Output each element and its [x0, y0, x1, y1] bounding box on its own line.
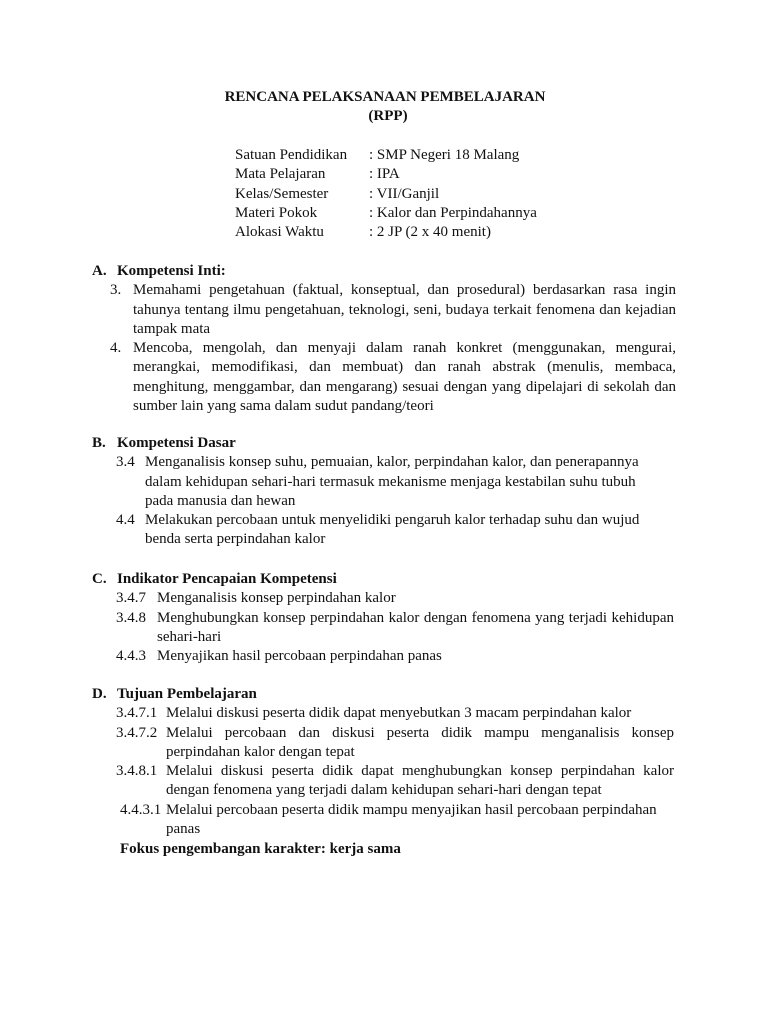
- info-value: : 2 JP (2 x 40 menit): [369, 224, 491, 241]
- section-tujuan: [92, 685, 674, 839]
- document-title: RENCANA PELAKSANAAN PEMBELAJARAN: [224, 89, 546, 105]
- item-text: Menganalisis konsep perpindahan kalor: [157, 590, 396, 607]
- item-text: Menyajikan hasil percobaan perpindahan panas: [157, 648, 442, 665]
- section-heading: A. Kompetensi Inti:: [92, 263, 226, 279]
- info-row: [235, 185, 537, 204]
- list-item: [92, 762, 674, 801]
- section-kompetensi-dasar: [92, 434, 662, 550]
- info-row: [235, 223, 537, 242]
- info-row: [235, 165, 537, 184]
- list-item: [92, 453, 662, 511]
- info-value: : IPA: [369, 166, 400, 183]
- item-text: Menghubungkan konsep perpindahan kalor dengan fenomena yang terjadi kehidupan sehari-hari: [157, 609, 674, 645]
- section-indikator: [92, 570, 674, 666]
- item-text: Menganalisis konsep suhu, pemuaian, kalor, perpindahan kalor, dan penerapannya dalam kehidupan sehari-hari termasuk mekanisme menjaga kestabilan suhu tubuh pada manusia dan hewan: [145, 454, 639, 509]
- info-label: Materi Pokok: [235, 204, 318, 221]
- item-number: 4.: [110, 340, 122, 357]
- item-number: 3.4.8: [116, 609, 146, 626]
- item-text: Melalui percobaan peserta didik mampu menyajikan hasil percobaan perpindahan panas: [166, 801, 657, 838]
- item-number: 3.4: [116, 454, 135, 471]
- list-item: [92, 801, 674, 840]
- section-heading: B. Kompetensi Dasar: [92, 435, 236, 451]
- info-row: [235, 204, 537, 223]
- info-value: : Kalor dan Perpindahannya: [369, 204, 537, 221]
- info-label: Kelas/Semester: [235, 185, 329, 202]
- list-item: [92, 724, 674, 763]
- item-text: Melalui percobaan dan diskusi peserta didik mampu menganalisis konsep perpindahan kalor dengan tepat: [166, 724, 674, 760]
- info-value: : VII/Ganjil: [369, 185, 440, 202]
- list-item: [92, 609, 674, 648]
- list-item: [92, 589, 674, 608]
- item-text: Mencoba, mengolah, dan menyaji dalam ranah konkret (menggunakan, mengurai, merangkai, memodifikasi, dan membuat) dan ranah abstrak (menulis, membaca, menghitung, menggambar, dan mengarang) sesuai dengan yang dipelajari di sekolah dan sumber lain yang sama dalam sudut pandang/teori: [133, 340, 676, 415]
- info-label: Alokasi Waktu: [235, 224, 324, 241]
- item-number: 3.4.8.1: [116, 763, 158, 780]
- section-heading: C. Indikator Pencapaian Kompetensi: [92, 571, 337, 587]
- info-label: Mata Pelajaran: [235, 166, 326, 183]
- list-item: [92, 704, 674, 723]
- item-text: Memahami pengetahuan (faktual, konseptual, dan prosedural) berdasarkan rasa ingin tahunya tentang ilmu pengetahuan, teknologi, seni, budaya terkait fenomena dan kejadian tampak mata: [133, 282, 676, 337]
- item-number: 4.4: [116, 512, 135, 529]
- item-number: 3.: [110, 282, 122, 299]
- info-value: : SMP Negeri 18 Malang: [369, 147, 520, 163]
- item-number: 4.4.3.1: [120, 801, 162, 818]
- item-text: Melalui diskusi peserta didik dapat menyebutkan 3 macam perpindahan kalor: [166, 705, 632, 722]
- item-text: Melalui diskusi peserta didik dapat menghubungkan konsep perpindahan kalor dengan fenomena yang terjadi dalam kehidupan sehari-hari dengan tepat: [166, 763, 674, 799]
- item-number: 3.4.7.1: [116, 705, 158, 722]
- info-row: [235, 146, 537, 165]
- item-number: 3.4.7: [116, 590, 146, 607]
- list-item: [92, 647, 674, 666]
- item-number: 4.4.3: [116, 648, 146, 665]
- list-item: [92, 511, 662, 550]
- info-label: Satuan Pendidikan: [235, 147, 348, 163]
- section-kompetensi-inti: [92, 262, 676, 416]
- identity-table: [235, 146, 537, 242]
- document-subtitle: (RPP): [368, 108, 408, 124]
- item-text: Melakukan percobaan untuk menyelidiki pengaruh kalor terhadap suhu dan wujud benda serta perpindahan kalor: [145, 512, 640, 548]
- section-heading: D. Tujuan Pembelajaran: [92, 686, 257, 702]
- list-item: [92, 281, 676, 339]
- item-number: 3.4.7.2: [116, 724, 158, 741]
- list-item: [92, 339, 676, 416]
- character-focus: Fokus pengembangan karakter: kerja sama: [120, 841, 401, 857]
